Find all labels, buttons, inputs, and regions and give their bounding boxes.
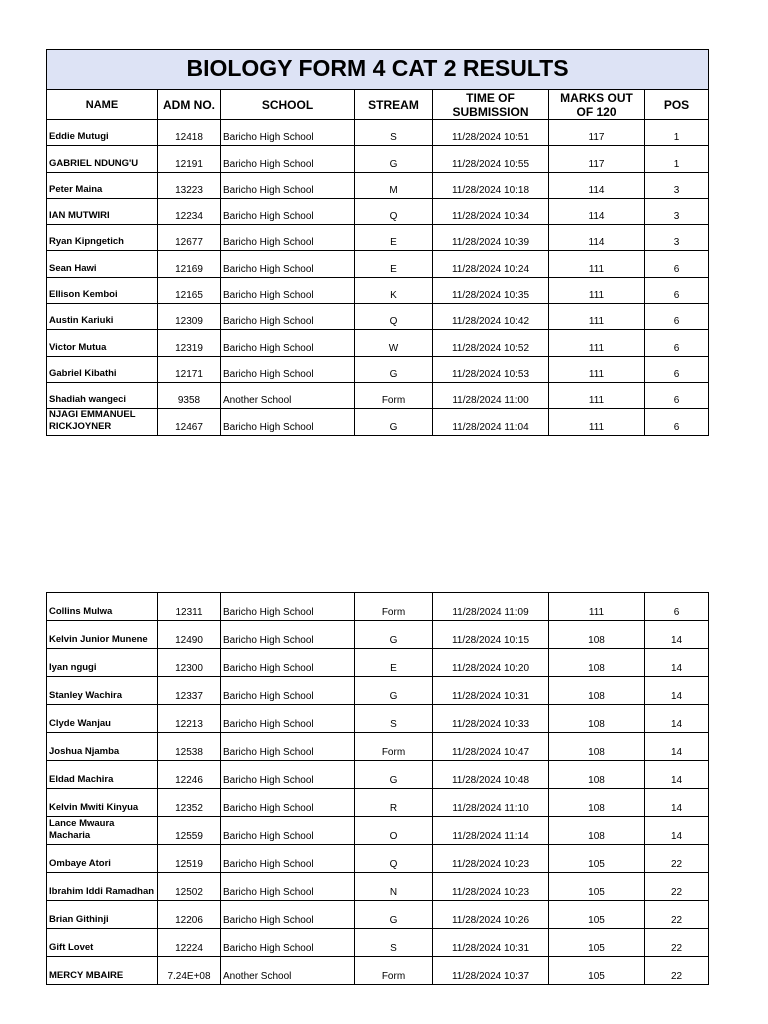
cell-pos: 3 [645,198,709,224]
cell-school: Baricho High School [221,277,355,303]
cell-stream: G [355,409,433,436]
cell-stream: Q [355,198,433,224]
results-sheet-page-1 [46,49,708,436]
header-school: SCHOOL [221,90,355,120]
cell-time: 11/28/2024 10:48 [433,761,549,789]
cell-marks: 105 [549,901,645,929]
cell-school: Baricho High School [221,146,355,172]
table-row [47,146,709,172]
cell-stream: R [355,789,433,817]
cell-marks: 111 [549,277,645,303]
cell-marks: 108 [549,733,645,761]
cell-pos: 14 [645,733,709,761]
table-row [47,873,709,901]
table-row [47,845,709,873]
cell-pos: 22 [645,929,709,957]
cell-stream: Form [355,733,433,761]
cell-marks: 111 [549,251,645,277]
cell-pos: 22 [645,957,709,985]
cell-marks: 111 [549,382,645,408]
cell-marks: 114 [549,198,645,224]
cell-school: Baricho High School [221,251,355,277]
cell-name: Collins Mulwa [47,593,158,621]
cell-time: 11/28/2024 11:09 [433,593,549,621]
cell-time: 11/28/2024 10:52 [433,330,549,356]
cell-marks: 108 [549,817,645,845]
header-time: TIME OF SUBMISSION [433,90,549,120]
cell-adm: 12490 [158,621,221,649]
cell-school: Baricho High School [221,330,355,356]
cell-pos: 6 [645,251,709,277]
cell-name: Gift Lovet [47,929,158,957]
cell-pos: 22 [645,845,709,873]
header-adm: ADM NO. [158,90,221,120]
cell-school: Baricho High School [221,873,355,901]
cell-marks: 105 [549,873,645,901]
cell-school: Another School [221,957,355,985]
cell-school: Baricho High School [221,120,355,146]
cell-stream: G [355,356,433,382]
cell-stream: O [355,817,433,845]
cell-name: IAN MUTWIRI [47,198,158,224]
cell-stream: G [355,621,433,649]
cell-adm: 9358 [158,382,221,408]
table-2-body [47,593,709,985]
cell-pos: 6 [645,304,709,330]
cell-name: Peter Maina [47,172,158,198]
cell-marks: 111 [549,330,645,356]
cell-marks: 114 [549,225,645,251]
cell-school: Baricho High School [221,172,355,198]
cell-marks: 111 [549,593,645,621]
cell-stream: G [355,761,433,789]
cell-stream: Form [355,957,433,985]
cell-stream: W [355,330,433,356]
cell-marks: 114 [549,172,645,198]
cell-pos: 6 [645,593,709,621]
cell-stream: Q [355,304,433,330]
cell-time: 11/28/2024 10:55 [433,146,549,172]
cell-adm: 12213 [158,705,221,733]
cell-time: 11/28/2024 11:14 [433,817,549,845]
table-row [47,733,709,761]
cell-stream: Q [355,845,433,873]
cell-name: GABRIEL NDUNG'U [47,146,158,172]
cell-marks: 105 [549,957,645,985]
cell-name: Kelvin Junior Munene [47,621,158,649]
cell-stream: G [355,677,433,705]
table-row [47,593,709,621]
header-name: NAME [47,90,158,120]
cell-stream: Form [355,382,433,408]
cell-name: Ellison Kemboi [47,277,158,303]
cell-adm: 12311 [158,593,221,621]
cell-pos: 14 [645,621,709,649]
cell-time: 11/28/2024 10:37 [433,957,549,985]
header-pos: POS [645,90,709,120]
cell-name: Ombaye Atori [47,845,158,873]
cell-adm: 12234 [158,198,221,224]
cell-adm: 7.24E+08 [158,957,221,985]
cell-school: Baricho High School [221,304,355,330]
cell-time: 11/28/2024 10:20 [433,649,549,677]
cell-time: 11/28/2024 10:31 [433,929,549,957]
cell-name: Lance Mwaura Macharia [47,817,158,845]
cell-stream: S [355,929,433,957]
cell-stream: Form [355,593,433,621]
cell-school: Baricho High School [221,817,355,845]
cell-pos: 6 [645,330,709,356]
cell-name: Austin Kariuki [47,304,158,330]
cell-name: Kelvin Mwiti Kinyua [47,789,158,817]
cell-adm: 12559 [158,817,221,845]
cell-time: 11/28/2024 11:04 [433,409,549,436]
cell-school: Baricho High School [221,409,355,436]
cell-marks: 108 [549,705,645,733]
cell-adm: 12519 [158,845,221,873]
cell-adm: 12418 [158,120,221,146]
table-row [47,304,709,330]
cell-adm: 12171 [158,356,221,382]
table-row [47,677,709,705]
cell-pos: 14 [645,649,709,677]
cell-pos: 3 [645,172,709,198]
table-row [47,198,709,224]
cell-adm: 12224 [158,929,221,957]
cell-marks: 108 [549,789,645,817]
cell-pos: 3 [645,225,709,251]
cell-time: 11/28/2024 10:35 [433,277,549,303]
cell-name: Ibrahim Iddi Ramadhan [47,873,158,901]
table-row [47,251,709,277]
cell-time: 11/28/2024 10:39 [433,225,549,251]
cell-school: Another School [221,382,355,408]
cell-pos: 6 [645,382,709,408]
cell-marks: 108 [549,761,645,789]
cell-school: Baricho High School [221,621,355,649]
cell-marks: 111 [549,304,645,330]
table-row [47,330,709,356]
cell-adm: 12467 [158,409,221,436]
cell-time: 11/28/2024 10:26 [433,901,549,929]
table-row [47,957,709,985]
cell-adm: 12206 [158,901,221,929]
cell-pos: 14 [645,817,709,845]
cell-name: Eddie Mutugi [47,120,158,146]
cell-marks: 117 [549,120,645,146]
cell-school: Baricho High School [221,705,355,733]
table-row [47,929,709,957]
cell-school: Baricho High School [221,677,355,705]
cell-time: 11/28/2024 10:34 [433,198,549,224]
cell-stream: E [355,649,433,677]
cell-name: Brian Githinji [47,901,158,929]
results-sheet-page-2 [46,592,708,985]
cell-time: 11/28/2024 10:53 [433,356,549,382]
table-row [47,277,709,303]
cell-adm: 12165 [158,277,221,303]
cell-pos: 6 [645,409,709,436]
table-row [47,901,709,929]
cell-school: Baricho High School [221,593,355,621]
table-row [47,761,709,789]
cell-school: Baricho High School [221,789,355,817]
cell-time: 11/28/2024 10:23 [433,873,549,901]
header-row [47,90,709,120]
cell-time: 11/28/2024 11:00 [433,382,549,408]
table-row [47,817,709,845]
cell-pos: 1 [645,120,709,146]
cell-adm: 12352 [158,789,221,817]
cell-adm: 12677 [158,225,221,251]
cell-name: Joshua Njamba [47,733,158,761]
cell-school: Baricho High School [221,649,355,677]
table-row [47,621,709,649]
cell-name: NJAGI EMMANUEL RICKJOYNER [47,409,158,436]
cell-adm: 12191 [158,146,221,172]
cell-school: Baricho High School [221,761,355,789]
cell-time: 11/28/2024 10:33 [433,705,549,733]
header-stream: STREAM [355,90,433,120]
cell-marks: 108 [549,677,645,705]
cell-marks: 108 [549,649,645,677]
cell-pos: 6 [645,356,709,382]
cell-stream: K [355,277,433,303]
cell-stream: G [355,146,433,172]
table-row [47,409,709,436]
cell-stream: S [355,705,433,733]
cell-pos: 14 [645,677,709,705]
header-marks: MARKS OUT OF 120 [549,90,645,120]
cell-stream: M [355,172,433,198]
table-row [47,225,709,251]
cell-school: Baricho High School [221,225,355,251]
cell-time: 11/28/2024 10:18 [433,172,549,198]
cell-name: MERCY MBAIRE [47,957,158,985]
cell-adm: 12538 [158,733,221,761]
cell-time: 11/28/2024 10:51 [433,120,549,146]
cell-stream: N [355,873,433,901]
cell-name: Iyan ngugi [47,649,158,677]
cell-name: Ryan Kipngetich [47,225,158,251]
cell-pos: 14 [645,789,709,817]
cell-adm: 12300 [158,649,221,677]
cell-name: Stanley Wachira [47,677,158,705]
cell-adm: 13223 [158,172,221,198]
cell-pos: 14 [645,705,709,733]
cell-time: 11/28/2024 10:15 [433,621,549,649]
cell-school: Baricho High School [221,929,355,957]
cell-stream: G [355,901,433,929]
cell-name: Shadiah wangeci [47,382,158,408]
cell-name: Victor Mutua [47,330,158,356]
cell-pos: 22 [645,873,709,901]
cell-time: 11/28/2024 10:31 [433,677,549,705]
cell-marks: 105 [549,845,645,873]
cell-marks: 117 [549,146,645,172]
cell-adm: 12169 [158,251,221,277]
cell-marks: 108 [549,621,645,649]
cell-time: 11/28/2024 10:24 [433,251,549,277]
page-title: BIOLOGY FORM 4 CAT 2 RESULTS [47,50,709,90]
cell-pos: 1 [645,146,709,172]
cell-marks: 105 [549,929,645,957]
table-row [47,120,709,146]
table-row [47,789,709,817]
cell-name: Clyde Wanjau [47,705,158,733]
cell-time: 11/28/2024 10:42 [433,304,549,330]
results-table-1 [46,49,709,436]
cell-adm: 12246 [158,761,221,789]
cell-stream: E [355,225,433,251]
cell-school: Baricho High School [221,733,355,761]
cell-marks: 111 [549,356,645,382]
results-table-2 [46,592,709,985]
table-row [47,649,709,677]
cell-adm: 12309 [158,304,221,330]
cell-school: Baricho High School [221,198,355,224]
cell-pos: 14 [645,761,709,789]
table-1-body [47,120,709,436]
table-row [47,172,709,198]
cell-name: Gabriel Kibathi [47,356,158,382]
cell-time: 11/28/2024 10:23 [433,845,549,873]
cell-time: 11/28/2024 11:10 [433,789,549,817]
cell-school: Baricho High School [221,845,355,873]
cell-pos: 22 [645,901,709,929]
cell-name: Eldad Machira [47,761,158,789]
cell-adm: 12319 [158,330,221,356]
cell-pos: 6 [645,277,709,303]
cell-school: Baricho High School [221,356,355,382]
cell-name: Sean Hawi [47,251,158,277]
cell-stream: E [355,251,433,277]
cell-school: Baricho High School [221,901,355,929]
table-row [47,705,709,733]
cell-marks: 111 [549,409,645,436]
cell-adm: 12337 [158,677,221,705]
cell-time: 11/28/2024 10:47 [433,733,549,761]
cell-adm: 12502 [158,873,221,901]
cell-stream: S [355,120,433,146]
table-row [47,382,709,408]
table-row [47,356,709,382]
